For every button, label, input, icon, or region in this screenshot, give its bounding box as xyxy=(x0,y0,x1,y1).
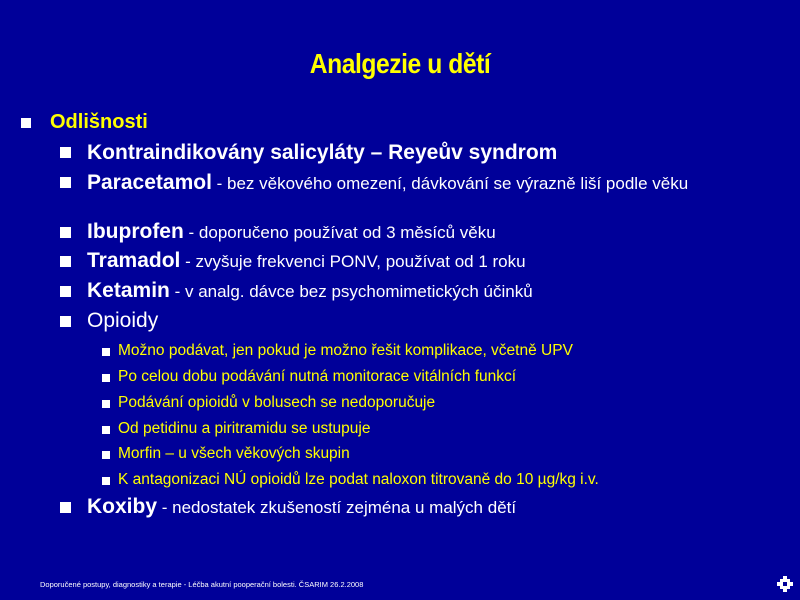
slide-footer: Doporučené postupy, diagnostiky a terapie - Léčba akutní pooperační bolesti. ČSARIM 26.2.2008 xyxy=(40,580,364,589)
bullet-square-icon xyxy=(102,348,110,356)
bullet-square-icon xyxy=(102,477,110,485)
bullet-square-icon xyxy=(60,256,71,267)
bullet-square-icon xyxy=(21,118,31,128)
sub-list-item: Morfin – u všech věkových skupin xyxy=(118,445,350,462)
list-item: Ketamin - v analg. dávce bez psychomimetických účinků xyxy=(87,279,533,302)
list-item: Opioidy xyxy=(87,309,159,332)
bullet-square-icon xyxy=(102,451,110,459)
bullet-square-icon xyxy=(60,502,71,513)
section-heading: Odlišnosti xyxy=(50,111,148,133)
bullet-square-icon xyxy=(60,177,71,188)
puzzle-icon xyxy=(777,576,793,592)
sub-list-item: Možno podávat, jen pokud je možno řešit komplikace, včetně UPV xyxy=(118,342,573,359)
list-item: Paracetamol - bez věkového omezení, dávkování se výrazně liší podle věku xyxy=(87,171,689,194)
list-item: Kontraindikovány salicyláty – Reyeův syndrom xyxy=(87,141,558,164)
list-item: Koxiby - nedostatek zkušeností zejména u malých dětí xyxy=(87,495,517,518)
sub-list-item: Od petidinu a piritramidu se ustupuje xyxy=(118,420,371,437)
bullet-square-icon xyxy=(102,400,110,408)
bullet-square-icon xyxy=(102,426,110,434)
bullet-square-icon xyxy=(60,147,71,158)
list-item: Ibuprofen - doporučeno používat od 3 měsíců věku xyxy=(87,220,496,243)
bullet-square-icon xyxy=(60,227,71,238)
sub-list-item: Po celou dobu podávání nutná monitorace vitálních funkcí xyxy=(118,368,517,385)
sub-list-item: K antagonizaci NÚ opioidů lze podat naloxon titrovaně do 10 µg/kg i.v. xyxy=(118,471,599,488)
bullet-square-icon xyxy=(102,374,110,382)
bullet-square-icon xyxy=(60,316,71,327)
list-item: Tramadol - zvyšuje frekvenci PONV, používat od 1 roku xyxy=(87,249,526,272)
bullet-square-icon xyxy=(60,286,71,297)
slide-title: Analgezie u dětí xyxy=(309,48,491,79)
sub-list-item: Podávání opioidů v bolusech se nedoporučuje xyxy=(118,394,436,411)
